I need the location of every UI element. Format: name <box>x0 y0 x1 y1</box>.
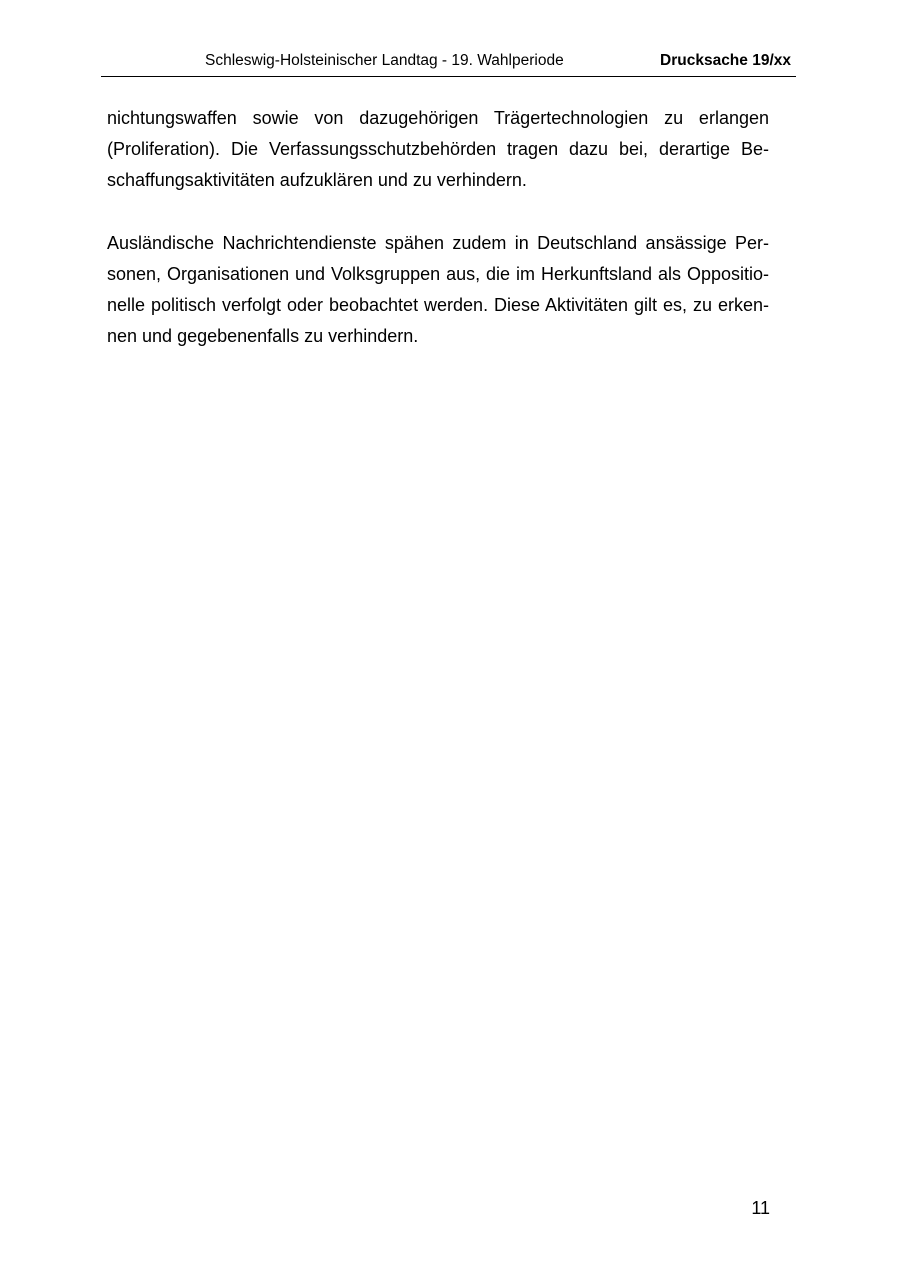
page-number: 11 <box>751 1198 770 1218</box>
text-line: nichtungswaffen sowie von dazugehörigen Trägertechnologien zu erlangen <box>107 108 769 128</box>
paragraph-1 <box>107 103 769 197</box>
text-line: (Proliferation). Die Verfassungsschutzbehörden tragen dazu bei, derartige Be- <box>107 139 769 160</box>
paragraph-2 <box>107 228 769 353</box>
text-line: nelle politisch verfolgt oder beobachtet werden. Diese Aktivitäten gilt es, zu erken- <box>107 295 769 316</box>
document-number: Drucksache 19/xx <box>660 52 791 69</box>
page-header <box>101 50 796 77</box>
text-line: schaffungsaktivitäten aufzuklären und zu verhindern. <box>107 170 527 191</box>
text-line: nen und gegebenenfalls zu verhindern. <box>107 326 419 347</box>
text-line: sonen, Organisationen und Volksgruppen aus, die im Herkunftsland als Oppositio- <box>107 263 769 284</box>
document-body <box>107 103 769 383</box>
text-line: Ausländische Nachrichtendienste spähen zudem in Deutschland ansässige Per- <box>107 232 769 253</box>
header-title: Schleswig-Holsteinischer Landtag - 19. Wahlperiode <box>205 52 564 69</box>
